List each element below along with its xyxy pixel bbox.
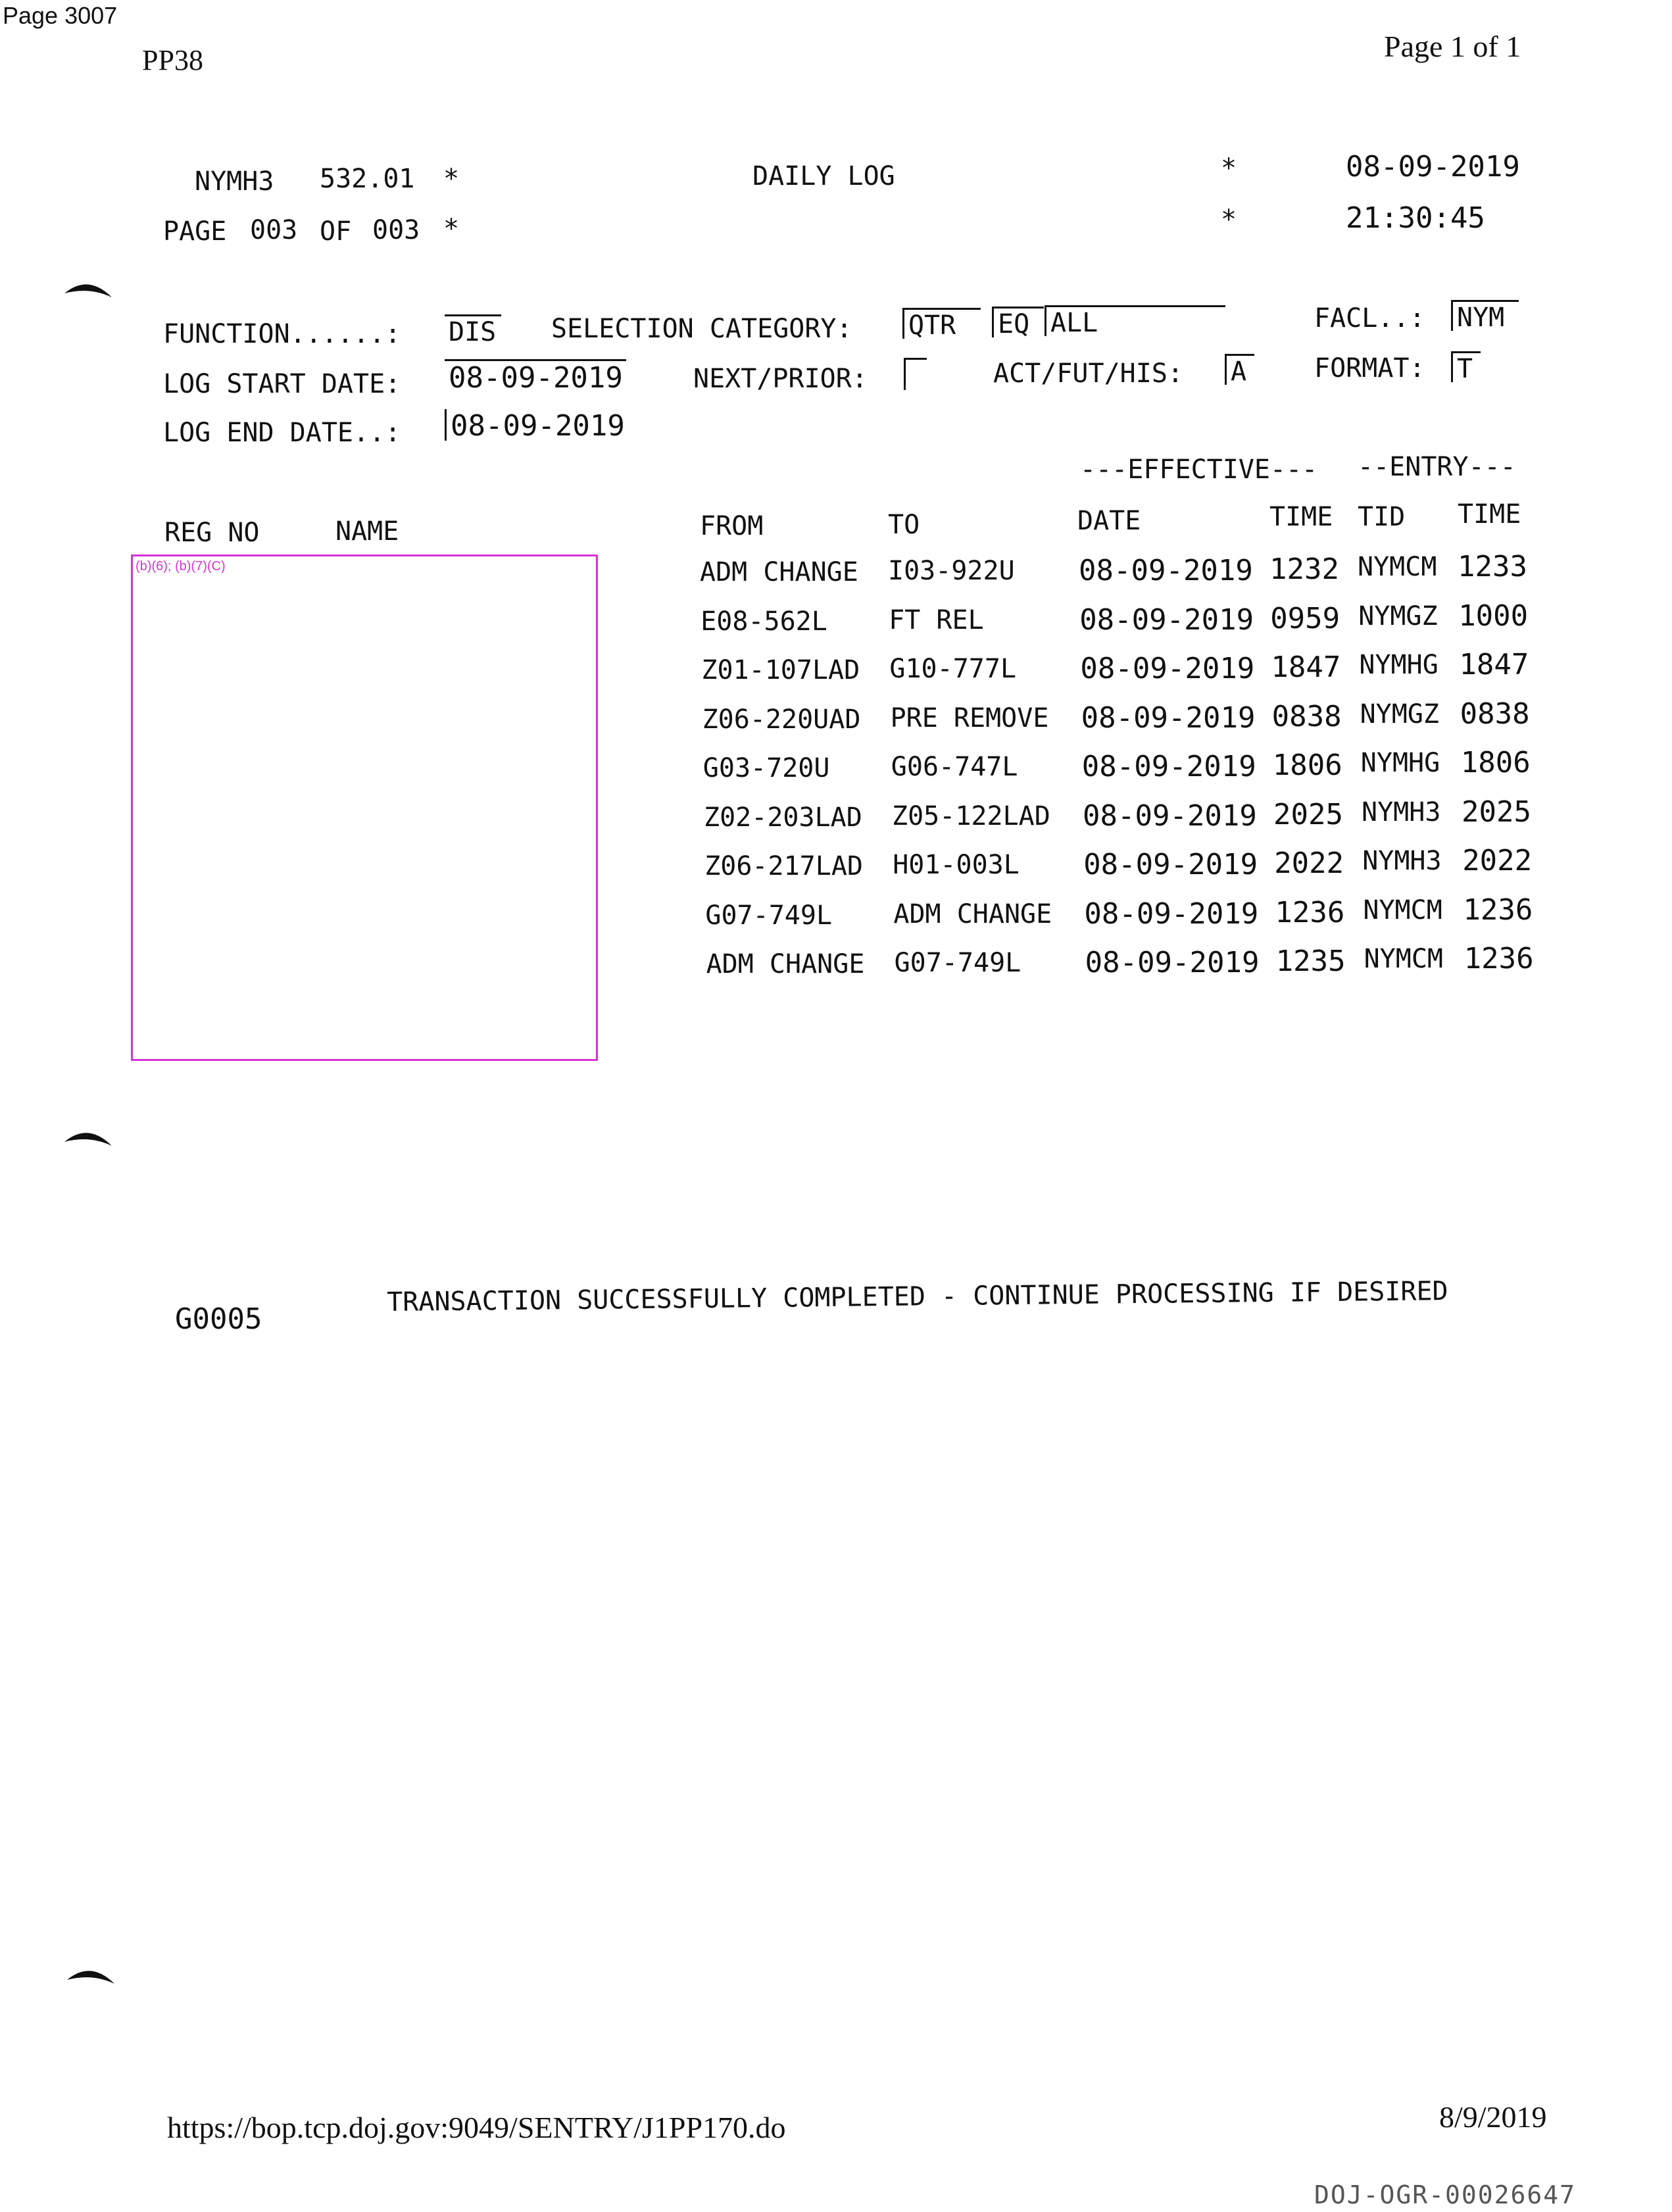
bates-number: DOJ-OGR-00026647 — [1314, 2180, 1577, 2209]
cell-time: 0838 — [1271, 699, 1342, 733]
category-field-1[interactable]: QTR — [902, 308, 981, 339]
col-header-from: FROM — [700, 511, 764, 541]
cell-from: Z06-217LAD — [704, 851, 864, 881]
cell-from: E08-562L — [701, 606, 827, 637]
log-end-date-field[interactable]: 08-09-2019 — [445, 409, 628, 441]
status-message: TRANSACTION SUCCESSFULLY COMPLETED - CONTINUE PROCESSING IF DESIRED — [386, 1276, 1448, 1317]
punch-hole-icon — [63, 1126, 113, 1152]
punch-hole-icon — [63, 278, 113, 304]
col-header-reg-no: REG NO — [164, 518, 260, 548]
cell-entry-time: 0838 — [1460, 697, 1530, 731]
cell-tid: NYMCM — [1363, 895, 1442, 925]
cell-from: ADM CHANGE — [706, 949, 865, 979]
cell-to: G06-747L — [891, 752, 1018, 782]
cell-entry-time: 1236 — [1463, 942, 1534, 975]
col-header-name: NAME — [335, 516, 399, 547]
redaction-label: (b)(6); (b)(7)(C) — [135, 559, 226, 574]
facl-field[interactable]: NYM — [1451, 300, 1519, 331]
cell-entry-time: 2022 — [1462, 844, 1533, 877]
selection-category-label: SELECTION CATEGORY: — [551, 314, 852, 344]
function-label: FUNCTION......: — [163, 319, 401, 349]
cell-from: Z02-203LAD — [704, 802, 862, 833]
col-header-to: TO — [888, 510, 920, 540]
col-header-date: DATE — [1077, 506, 1141, 536]
cell-to: FT REL — [889, 604, 984, 635]
header-star: * — [443, 164, 460, 194]
cell-date: 08-09-2019 — [1085, 946, 1260, 979]
next-prior-field[interactable] — [904, 358, 927, 390]
cell-tid: NYMHG — [1359, 650, 1438, 680]
of-label: OF — [320, 216, 352, 247]
cell-tid: NYMHG — [1360, 748, 1440, 778]
cell-from: G07-749L — [705, 900, 833, 931]
cell-tid: NYMH3 — [1362, 846, 1442, 876]
cell-from: ADM CHANGE — [700, 557, 858, 587]
cell-entry-time: 1000 — [1458, 599, 1529, 633]
cell-time: 1232 — [1269, 553, 1339, 586]
cell-tid: NYMGZ — [1360, 699, 1440, 729]
bates-page-number: Page 3007 — [3, 2, 118, 29]
header-star: * — [1221, 153, 1237, 184]
page-current: 003 — [250, 215, 298, 245]
cell-entry-time: 1806 — [1460, 746, 1531, 779]
doc-code: PP38 — [142, 44, 203, 76]
col-header-tid: TID — [1358, 502, 1406, 532]
print-page-of: Page 1 of 1 — [1384, 30, 1521, 63]
screen-time: 21:30:45 — [1346, 201, 1485, 235]
cell-time: 2022 — [1274, 847, 1344, 880]
cell-entry-time: 1233 — [1458, 550, 1527, 583]
status-code: G0005 — [175, 1302, 262, 1336]
log-start-date-field[interactable]: 08-09-2019 — [445, 359, 626, 393]
act-fut-his-field[interactable]: A — [1225, 354, 1254, 385]
group-header-entry: --ENTRY--- — [1358, 452, 1516, 482]
cell-tid: NYMH3 — [1362, 797, 1441, 827]
category-field-3[interactable]: ALL — [1045, 305, 1225, 336]
header-star: * — [1221, 205, 1237, 235]
cell-date: 08-09-2019 — [1083, 799, 1257, 833]
cell-to: G07-749L — [894, 948, 1021, 978]
function-field[interactable]: DIS — [445, 314, 501, 345]
cell-time: 1236 — [1275, 895, 1345, 929]
punch-hole-icon — [66, 1964, 116, 1990]
cell-time: 1847 — [1271, 651, 1341, 684]
col-header-time: TIME — [1269, 502, 1333, 532]
footer-url[interactable]: https://bop.tcp.doj.gov:9049/SENTRY/J1PP170.do — [167, 2111, 786, 2144]
cell-entry-time: 1847 — [1459, 648, 1529, 681]
cell-entry-time: 1236 — [1463, 893, 1533, 927]
group-header-effective: ---EFFECTIVE--- — [1080, 455, 1318, 485]
cell-from: Z06-220UAD — [702, 704, 861, 735]
cell-from: G03-720U — [702, 753, 830, 783]
cell-time: 2025 — [1273, 797, 1343, 831]
cell-tid: NYMCM — [1358, 552, 1437, 582]
cell-time: 1806 — [1272, 749, 1342, 782]
system-id: NYMH3 — [195, 166, 274, 197]
page-total: 003 — [372, 215, 420, 245]
col-header-entry-time: TIME — [1458, 499, 1521, 529]
cell-to: Z05-122LAD — [892, 800, 1050, 831]
cell-date: 08-09-2019 — [1081, 750, 1256, 783]
footer-print-date: 8/9/2019 — [1439, 2100, 1547, 2134]
log-start-date-label: LOG START DATE: — [163, 369, 401, 399]
cell-to: ADM CHANGE — [893, 898, 1052, 929]
cell-to: PRE REMOVE — [890, 702, 1049, 733]
cell-date: 08-09-2019 — [1084, 897, 1259, 931]
cell-from: Z01-107LAD — [701, 655, 860, 685]
cell-time: 1235 — [1275, 945, 1346, 978]
cell-tid: NYMGZ — [1358, 601, 1438, 631]
log-end-date-label: LOG END DATE..: — [163, 418, 401, 448]
next-prior-label: NEXT/PRIOR: — [693, 364, 868, 394]
facl-label: FACL..: — [1314, 303, 1425, 333]
cell-date: 08-09-2019 — [1083, 848, 1258, 881]
redaction-box — [131, 554, 598, 1061]
screen-date: 08-09-2019 — [1346, 150, 1520, 184]
cell-date: 08-09-2019 — [1079, 602, 1254, 637]
act-fut-his-label: ACT/FUT/HIS: — [993, 358, 1183, 389]
cell-date: 08-09-2019 — [1079, 554, 1253, 587]
format-label: FORMAT: — [1314, 353, 1425, 383]
cell-to: I03-922U — [888, 556, 1015, 586]
cell-time: 0959 — [1270, 601, 1340, 635]
cell-date: 08-09-2019 — [1081, 700, 1256, 735]
cell-to: G10-777L — [889, 654, 1017, 684]
cell-entry-time: 2025 — [1462, 795, 1531, 829]
cell-date: 08-09-2019 — [1080, 652, 1255, 685]
page-label: PAGE — [163, 216, 227, 247]
version: 532.01 — [320, 164, 415, 194]
header-star: * — [443, 214, 460, 244]
cell-tid: NYMCM — [1364, 944, 1444, 974]
screen-title: DAILY LOG — [752, 161, 895, 191]
cell-to: H01-003L — [893, 850, 1020, 880]
category-field-2[interactable]: EQ — [992, 307, 1044, 337]
format-field[interactable]: T — [1451, 351, 1481, 382]
